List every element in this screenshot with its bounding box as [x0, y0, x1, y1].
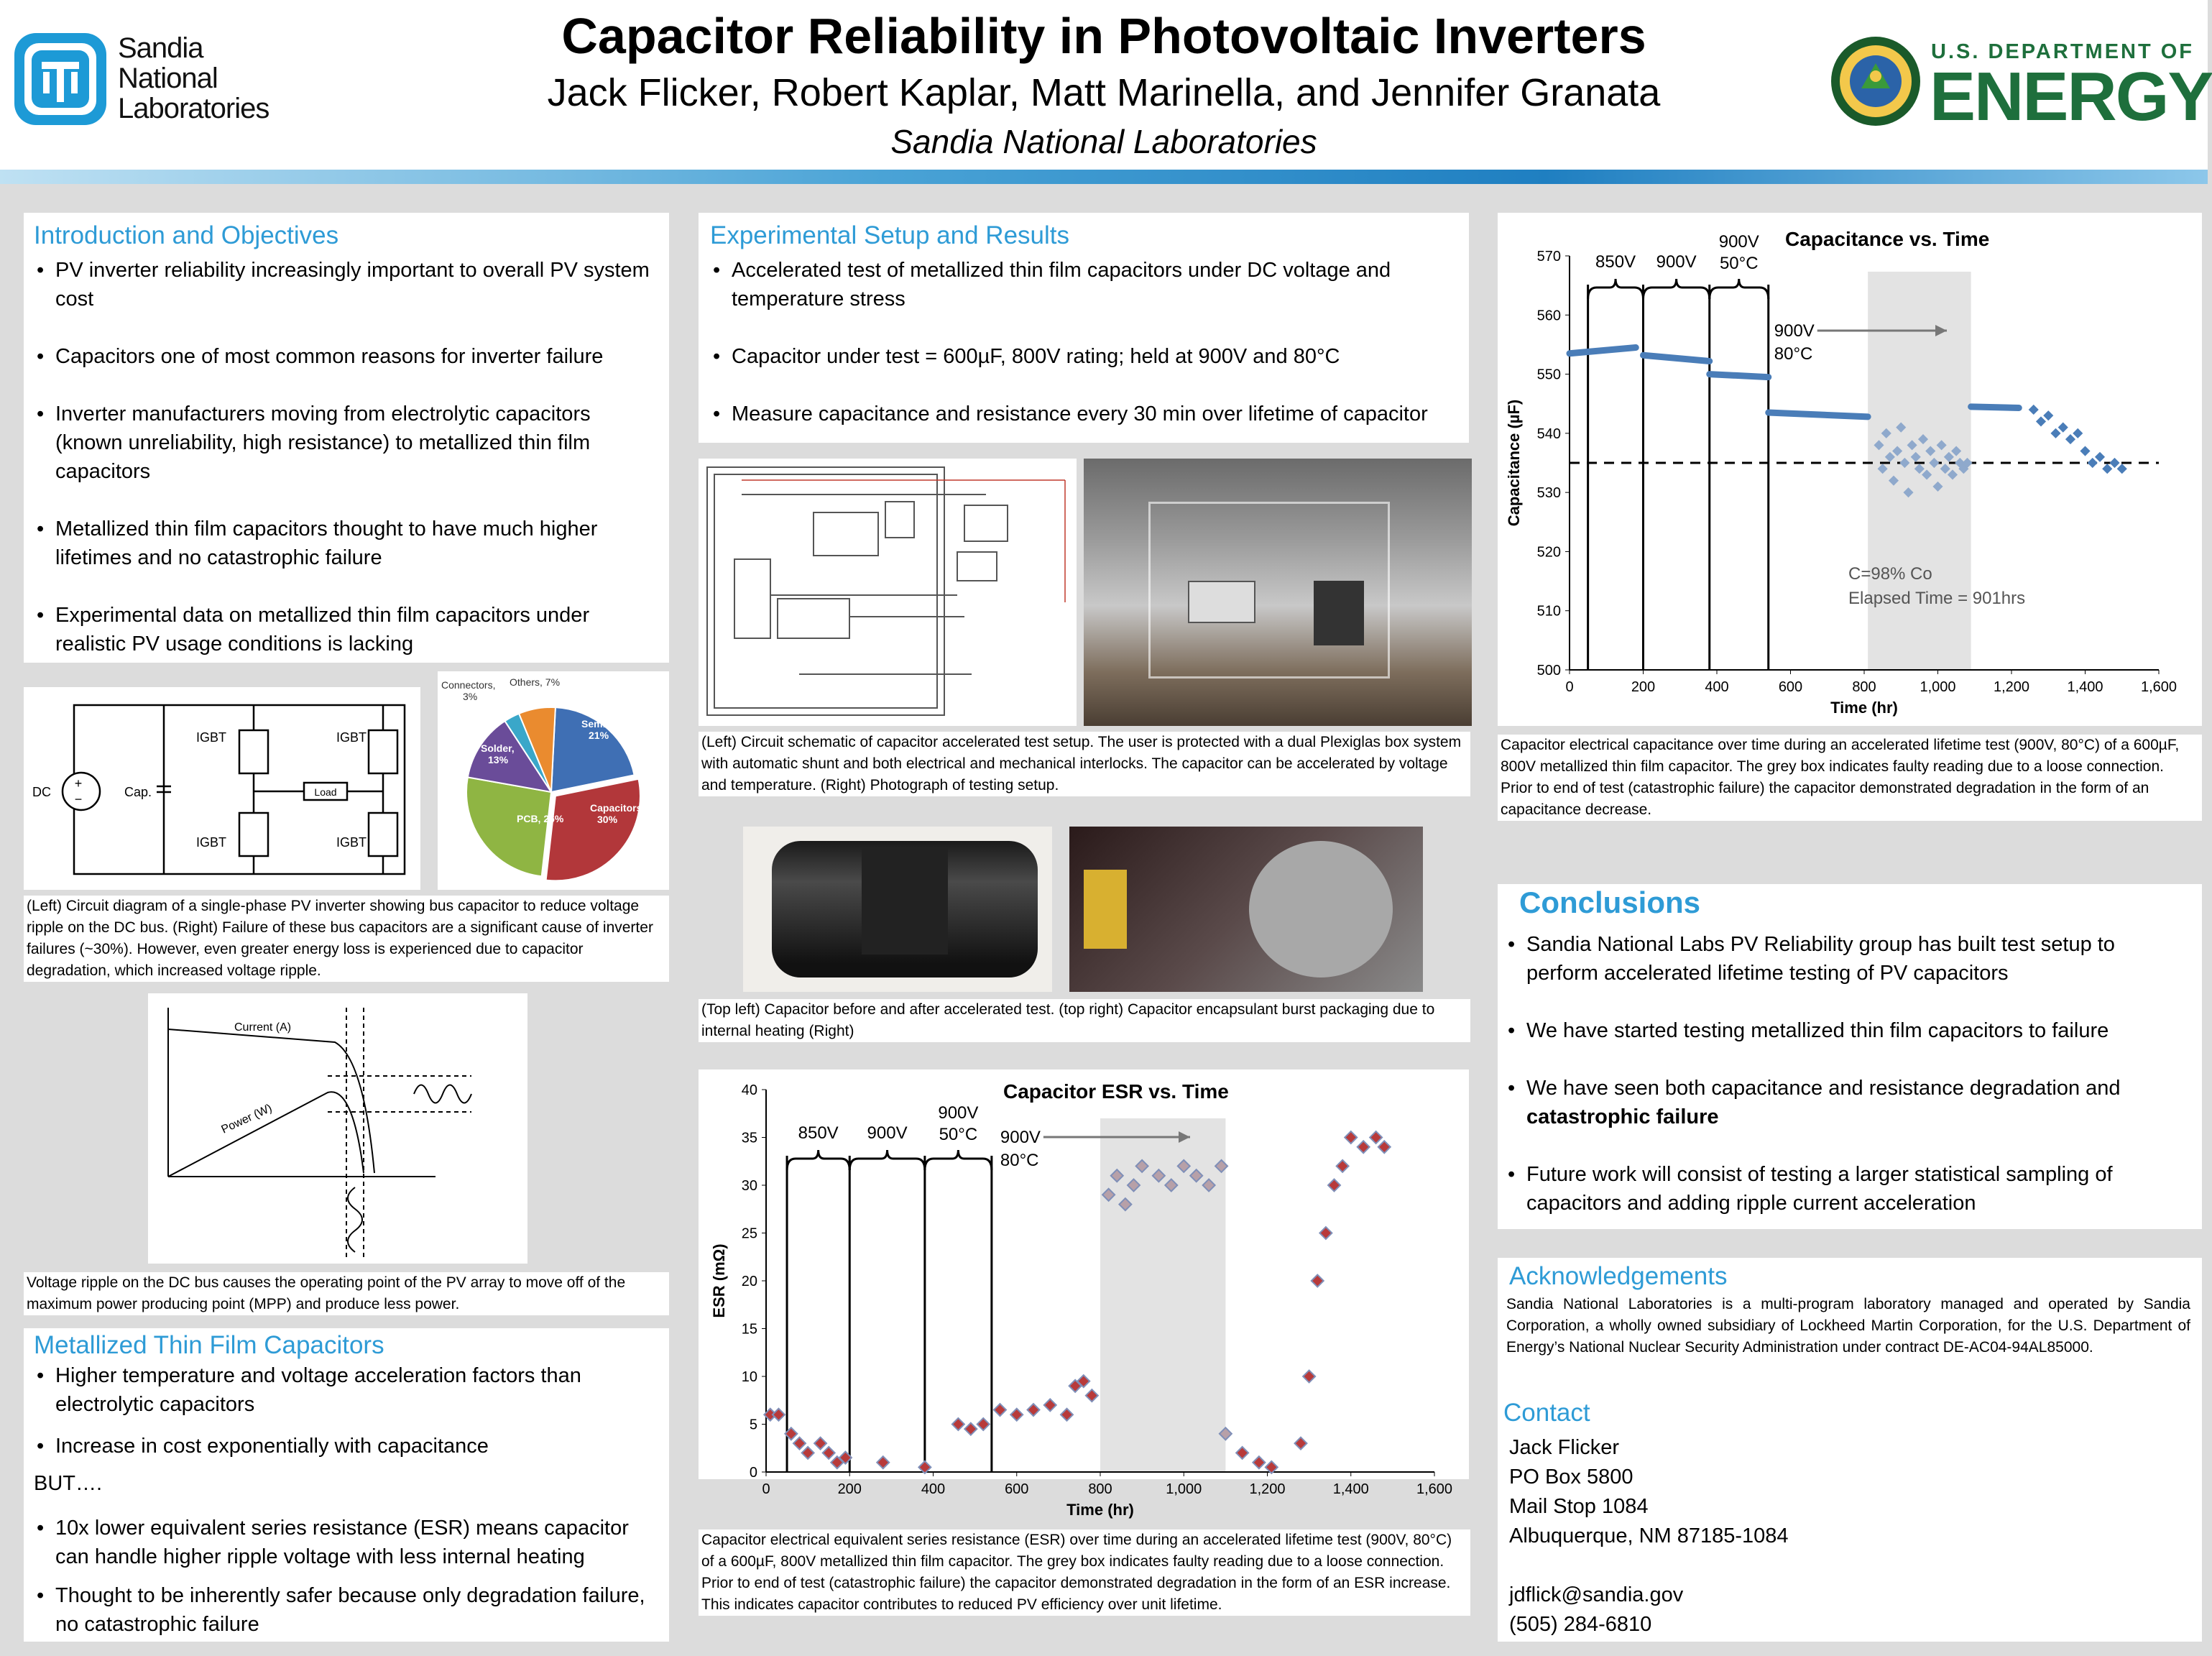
ripple-caption: Voltage ripple on the DC bus causes the operating point of the PV array to move off of the maximum power producing point (MPP) and produce less power. [24, 1272, 669, 1315]
capacitance-point [2095, 452, 2105, 462]
yellow-tape [1084, 870, 1127, 949]
contact-city: Albuquerque, NM 87185-1084 [1509, 1524, 1789, 1547]
esr-point [1061, 1409, 1073, 1421]
x-axis-label: Time (hr) [1066, 1501, 1134, 1519]
pie-label: Capacitors, [590, 802, 645, 814]
inverter-circuit-figure [24, 687, 420, 890]
y-tick-label: 510 [1536, 603, 1561, 620]
x-tick-label: 0 [762, 1481, 770, 1497]
esr-point [877, 1456, 889, 1468]
setup-heading: Experimental Setup and Results [710, 221, 1069, 249]
chart-annotation: Elapsed Time = 901hrs [1848, 589, 2026, 608]
chart-annotation: C=98% Co [1848, 564, 1932, 584]
contact-phone: (505) 284-6810 [1509, 1613, 1652, 1636]
list-item: • We have started testing metallized thin film capacitors to failure [1505, 1016, 2188, 1045]
capacitor-photo-burst [1069, 827, 1423, 992]
list-item [1505, 1074, 2188, 1131]
y-tick-label: 550 [1536, 367, 1561, 383]
capacitance-series [1971, 407, 2019, 408]
y-tick-label: 0 [749, 1465, 757, 1481]
conclusions-panel [1498, 884, 2202, 1229]
setup-caption2: (Top left) Capacitor before and after accelerated test. (top right) Capacitor encapsulant burst packaging due to internal heating (Right) [699, 999, 1470, 1042]
phase-label: 900V [1718, 232, 1759, 252]
esr-point [977, 1418, 990, 1430]
pie-pct: 13% [488, 754, 509, 765]
phase-label: 50°C [1719, 254, 1759, 273]
x-tick-label: 600 [1778, 679, 1803, 695]
poster-affiliation: Sandia National Laboratories [890, 123, 1317, 160]
intro-heading: Introduction and Objectives [34, 221, 339, 249]
phase-brace [1710, 279, 1769, 299]
svg-text:−: − [74, 792, 83, 806]
test-schematic-figure [699, 459, 1077, 726]
capacitance-series [1570, 348, 1636, 354]
film-bullets-b [34, 1514, 659, 1649]
intro-panel [24, 213, 669, 663]
list-item: • Sandia National Labs PV Reliability group has built test setup to perform accelerated lifetime testing of PV capacitors [1505, 930, 2188, 988]
list-item: • Accelerated test of metallized thin film capacitors under DC voltage and temperature stress [710, 256, 1457, 313]
list-item: • Metallized thin film capacitors thought to have much higher lifetimes and no catastrophic failure [34, 515, 659, 572]
y-tick-label: 5 [749, 1417, 757, 1433]
capacitance-series [1710, 374, 1769, 377]
doe-seal-icon [1829, 34, 1922, 128]
y-tick-label: 540 [1536, 426, 1561, 442]
sandia-logo-line: Sandia [118, 32, 203, 64]
pie-label: Connectors, [441, 679, 496, 691]
inverter-caption: (Left) Circuit diagram of a single-phase PV inverter showing bus capacitor to reduce voltage ripple on the DC bus. (Right) Failure of these bus capacitors are a significant cause of inverter failures (~30%). However, even greater energy loss is experienced due to capacitor degradation, which increased voltage ripple. [24, 896, 669, 982]
svg-text:+: + [74, 776, 83, 791]
capacitance-point [2073, 428, 2083, 438]
phase-label: 850V [1595, 252, 1636, 272]
capacitance-caption: Capacitor electrical capacitance over time during an accelerated lifetime test (900V, 80°C) of a 600µF, 800V metallized thin film capacitor. The grey box indicates faulty reading due to a loose connection. Prior to end of test (catastrophic failure) the capacitor demonstrated degradation in the form of an capacitance decrease. [1498, 735, 2202, 821]
contact-name: Jack Flicker [1509, 1436, 1620, 1459]
esr-point [994, 1404, 1006, 1416]
phase-label: 900V [1774, 321, 1815, 341]
x-tick-label: 1,200 [1249, 1481, 1286, 1497]
esr-point [1028, 1404, 1040, 1416]
x-axis-label: Time (hr) [1830, 699, 1898, 717]
phase-label: 900V [1656, 252, 1697, 272]
contact-pobox: PO Box 5800 [1509, 1466, 1633, 1489]
setup-bullets [710, 256, 1457, 457]
phase-brace [925, 1150, 992, 1170]
igbt-label: IGBT [336, 835, 367, 850]
redacted-label [862, 848, 948, 954]
y-tick-label: 25 [741, 1225, 757, 1242]
x-tick-label: 800 [1852, 679, 1876, 695]
y-axis-label: ESR (mΩ) [710, 1243, 728, 1318]
y-tick-label: 500 [1536, 663, 1561, 678]
capacitance-chart-panel [1498, 213, 2202, 726]
capacitance-series [1769, 413, 1868, 417]
igbt-label: IGBT [336, 730, 367, 745]
x-tick-label: 600 [1005, 1481, 1029, 1497]
film-panel [24, 1328, 669, 1642]
esr-point [1337, 1160, 1349, 1172]
x-tick-label: 200 [837, 1481, 862, 1497]
esr-point [1303, 1371, 1315, 1383]
setup-panel [699, 213, 1469, 443]
phase-label: 900V [1000, 1128, 1041, 1147]
esr-point [1319, 1227, 1332, 1239]
conclusions-heading: Conclusions [1519, 886, 1701, 919]
esr-point [793, 1438, 806, 1450]
pie-slice [466, 777, 551, 876]
capacitor-under-test [1314, 581, 1364, 645]
film-but: BUT…. [34, 1472, 103, 1495]
capacitance-point [2109, 458, 2119, 468]
capacitance-point [2058, 423, 2068, 433]
esr-chart [699, 1070, 1469, 1519]
list-item: • Experimental data on metallized thin film capacitors under realistic PV usage conditions is lacking [34, 601, 659, 658]
capacitor-photo-before [743, 827, 1052, 992]
esr-point [1010, 1409, 1023, 1421]
y-tick-label: 30 [741, 1178, 757, 1194]
list-item: • Thought to be inherently safer because only degradation failure, no catastrophic failure [34, 1581, 659, 1639]
pie-label: Others, 7% [510, 676, 561, 688]
header-divider [0, 170, 2208, 184]
list-item: • PV inverter reliability increasingly important to overall PV system cost [34, 256, 659, 313]
capacitance-point [2102, 464, 2112, 474]
sandia-logo-line: Laboratories [118, 93, 269, 124]
esr-point [1312, 1275, 1324, 1287]
x-tick-label: 1,600 [2140, 679, 2178, 695]
y-tick-label: 560 [1536, 308, 1561, 324]
igbt-label: IGBT [196, 835, 227, 850]
esr-point [823, 1447, 835, 1459]
contact-email[interactable]: jdflick@sandia.gov [1509, 1583, 1684, 1606]
conclusion-text: We have seen both capacitance and resistance degradation and [1526, 1077, 2121, 1100]
esr-caption: Capacitor electrical equivalent series resistance (ESR) over time during an accelerated lifetime test (900V, 80°C) of a 600µF, 800V metallized thin film capacitor. The grey box indicates faulty reading due to a loose connection. Prior to end of test (catastrophic failure) the capacitor demonstrated degradation in the form of an ESR increase. This indicates capacitor contributes to reduced PV efficiency over unit lifetime. [699, 1530, 1470, 1616]
capacitance-point [2050, 428, 2060, 438]
capacitance-point [2065, 434, 2075, 444]
list-item: • Measure capacitance and resistance every 30 min over lifetime of capacitor [710, 400, 1457, 428]
poster-header [0, 0, 2212, 170]
ack-text: Sandia National Laboratories is a multi-program laboratory managed and operated by Sandia Corporation, a wholly owned subsidiary of Lockheed Martin Corporation, for the U.S. Department of Energy’s National Nuclear Security Administration under contract DE-AC04-94AL85000. [1506, 1296, 2190, 1356]
pie-pct: 30% [597, 814, 618, 825]
phase-brace [1588, 279, 1644, 299]
dc-source-label: DC [32, 785, 51, 799]
esr-point [1370, 1131, 1382, 1144]
list-item: • 10x lower equivalent series resistance (ESR) means capacitor can handle higher ripple voltage with less internal heating [34, 1514, 659, 1571]
esr-point [1358, 1141, 1370, 1153]
phase-label: 80°C [1774, 344, 1813, 364]
contact-lines [1509, 1433, 1789, 1639]
x-tick-label: 0 [1565, 679, 1574, 695]
esr-point [1044, 1399, 1056, 1411]
x-tick-label: 400 [1705, 679, 1729, 695]
chart-title: Capacitance vs. Time [1785, 228, 1990, 250]
test-setup-photo [1084, 459, 1472, 726]
chart-title: Capacitor ESR vs. Time [1003, 1080, 1229, 1103]
current-curve-label: Current (A) [234, 1021, 292, 1034]
phase-label: 900V [938, 1103, 979, 1123]
phase-label: 50°C [939, 1125, 978, 1144]
esr-point [1345, 1131, 1357, 1144]
sandia-logo-line: National [118, 63, 218, 94]
y-tick-label: 15 [741, 1321, 757, 1338]
capacitance-chart [1498, 213, 2202, 726]
setup-caption1: (Left) Circuit schematic of capacitor accelerated test setup. The user is protected with a dual Plexiglas box system with automatic shunt and both electrical and mechanical interlocks. The capacitor can be accelerated by voltage and temperature. (Right) Photograph of testing setup. [699, 732, 1470, 796]
igbt-label: IGBT [196, 730, 227, 745]
film-bullets-a [34, 1361, 659, 1473]
esr-point [1378, 1141, 1391, 1153]
capacitance-series [1644, 355, 1710, 361]
doe-logo-line2: ENERGY [1930, 58, 2212, 135]
x-tick-label: 1,000 [1920, 679, 1956, 695]
test-schematic-diagram [699, 459, 1077, 726]
pie-slice [546, 779, 640, 881]
multimeter [1188, 581, 1255, 623]
esr-point [1328, 1179, 1340, 1192]
x-tick-label: 1,600 [1416, 1481, 1453, 1497]
doe-logo [1829, 34, 2212, 135]
burst-encapsulant [1249, 841, 1393, 978]
cap-label: Cap. [124, 785, 152, 799]
pie-pct: 21% [589, 730, 609, 741]
esr-point [814, 1438, 826, 1450]
capacitance-point [2043, 410, 2053, 420]
esr-chart-panel [699, 1070, 1469, 1519]
capacitance-point [2117, 464, 2127, 474]
esr-point [773, 1409, 785, 1421]
y-tick-label: 530 [1536, 485, 1561, 502]
x-tick-label: 800 [1088, 1481, 1112, 1497]
ack-contact-panel [1498, 1258, 2202, 1642]
iv-ripple-plot [148, 993, 527, 1264]
phase-brace [1644, 279, 1710, 299]
failure-pie-chart [438, 671, 669, 890]
poster-authors: Jack Flicker, Robert Kaplar, Matt Marinella, and Jennifer Granata [547, 71, 1661, 114]
load-label: Load [314, 786, 337, 798]
phase-brace [849, 1150, 925, 1170]
esr-point [1236, 1447, 1248, 1459]
x-tick-label: 1,000 [1166, 1481, 1202, 1497]
phase-brace [787, 1150, 849, 1170]
y-tick-label: 20 [741, 1274, 757, 1289]
esr-point [1295, 1438, 1307, 1450]
list-item: • Future work will consist of testing a larger statistical sampling of capacitors and adding ripple current acceleration [1505, 1160, 2188, 1218]
list-item: • Increase in cost exponentially with capacitance [34, 1432, 659, 1460]
phase-label: 850V [798, 1123, 839, 1143]
doe-logo-line1: U.S. DEPARTMENT OF [1931, 40, 2195, 63]
x-tick-label: 200 [1631, 679, 1656, 695]
capacitance-point [2080, 446, 2090, 456]
y-tick-label: 570 [1536, 249, 1561, 264]
inverter-circuit-diagram [24, 687, 420, 890]
x-tick-label: 400 [921, 1481, 946, 1497]
power-curve-label: Power (W) [219, 1102, 275, 1136]
conclusion-bold: catastrophic failure [1526, 1105, 1719, 1128]
x-tick-label: 1,400 [1332, 1481, 1369, 1497]
esr-point [1253, 1456, 1265, 1468]
contact-heading: Contact [1503, 1399, 1590, 1427]
y-axis-label: Capacitance (µF) [1505, 399, 1523, 527]
esr-point [1086, 1389, 1098, 1402]
pie-label: Semicond, [581, 718, 632, 730]
list-item: • Capacitor under test = 600µF, 800V rating; held at 900V and 80°C [710, 342, 1457, 371]
esr-point [952, 1418, 964, 1430]
list-item: • Capacitors one of most common reasons for inverter failure [34, 342, 659, 371]
x-tick-label: 1,400 [2067, 679, 2103, 695]
phase-label: 80°C [1000, 1151, 1039, 1170]
phase-label: 900V [867, 1123, 908, 1143]
y-tick-label: 520 [1536, 544, 1561, 561]
pie-label: PCB, 26% [517, 813, 564, 824]
list-item: • Inverter manufacturers moving from electrolytic capacitors (known unreliability, high resistance) to metallized thin film capacitors [34, 400, 659, 486]
capacitance-point [2036, 416, 2046, 426]
list-item: • Higher temperature and voltage acceleration factors than electrolytic capacitors [34, 1361, 659, 1419]
y-tick-label: 10 [741, 1369, 757, 1385]
film-heading: Metallized Thin Film Capacitors [34, 1331, 384, 1359]
poster-title: Capacitor Reliability in Photovoltaic Inverters [561, 8, 1646, 64]
y-tick-label: 40 [741, 1082, 757, 1098]
contact-mailstop: Mail Stop 1084 [1509, 1495, 1649, 1518]
capacitance-point [2088, 458, 2098, 468]
failure-pie-figure [438, 671, 669, 890]
ack-heading: Acknowledgements [1509, 1262, 1728, 1290]
esr-point [964, 1423, 977, 1435]
x-tick-label: 1,200 [1993, 679, 2030, 695]
conclusions-bullets [1505, 930, 2188, 1246]
esr-point [802, 1447, 814, 1459]
pie-pct: 3% [463, 691, 478, 702]
contact-spacer [1509, 1551, 1789, 1581]
intro-bullets [34, 256, 659, 687]
capacitance-point [2029, 405, 2039, 415]
pie-label: Solder, [481, 742, 515, 754]
y-tick-label: 35 [741, 1130, 757, 1146]
ripple-figure [148, 993, 527, 1264]
